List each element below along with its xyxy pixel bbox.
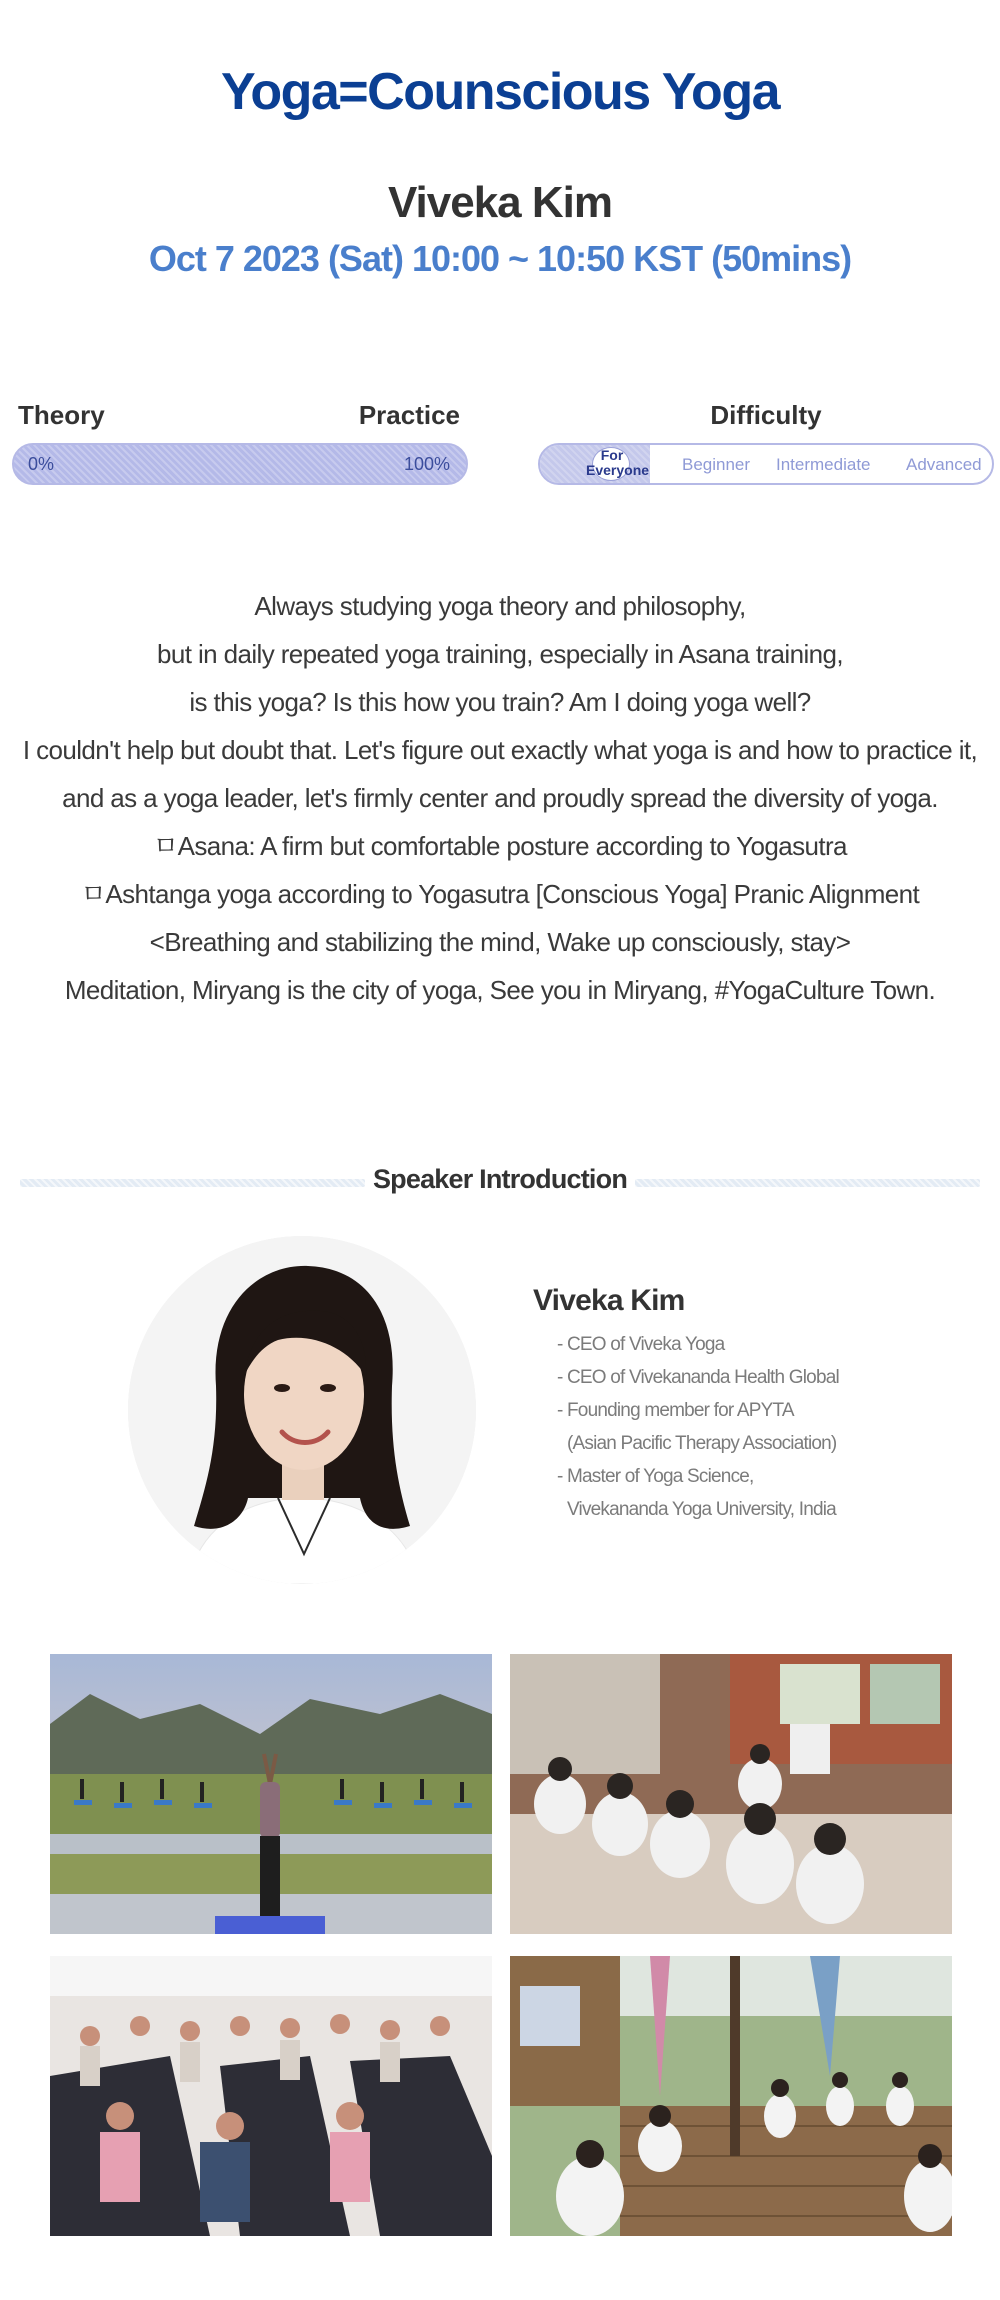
difficulty-title: Difficulty <box>710 400 822 430</box>
difficulty-bar <box>538 443 994 485</box>
description-line: ㅁAshtanga yoga according to Yogasutra [Conscious Yoga] Pranic Alignment <box>80 879 920 909</box>
portrait-image <box>128 1236 476 1584</box>
description-line: but in daily repeated yoga training, especially in Asana training, <box>157 639 843 669</box>
page-title: Yoga=Counscious Yoga <box>221 63 779 121</box>
ratio-bar-fill <box>14 445 466 483</box>
speaker-bio-name: Viveka Kim <box>533 1284 685 1317</box>
speaker-bio <box>533 1284 953 1526</box>
theory-practice-ratio <box>12 400 468 485</box>
difficulty-scale <box>538 400 994 485</box>
speaker-portrait <box>128 1236 476 1584</box>
difficulty-level-beginner: Beginner <box>682 455 751 474</box>
ratio-bar <box>12 443 468 485</box>
ratio-max-label: 100% <box>403 454 450 474</box>
practice-label: Practice <box>358 400 460 430</box>
description-line: and as a yoga leader, let's firmly center and proudly spread the diversity of yoga. <box>62 783 938 813</box>
event-date: Oct 7 2023 (Sat) 10:00 ~ 10:50 KST (50mins) <box>148 238 852 279</box>
credential-item: - Founding member for APYTA <box>557 1400 794 1421</box>
credential-item: - CEO of Viveka Yoga <box>557 1334 725 1355</box>
session-description <box>0 582 1000 1014</box>
description-line: I couldn't help but doubt that. Let's figure out exactly what yoga is and how to practice it, <box>22 735 978 765</box>
credential-item: (Asian Pacific Therapy Association) <box>567 1433 837 1454</box>
photo-indoor-lecture <box>510 1654 952 1934</box>
theory-label: Theory <box>18 400 105 430</box>
photo-studio-class <box>50 1956 492 2236</box>
photo-outdoor-yoga-class <box>50 1654 492 1934</box>
speaker-intro-header <box>20 1160 980 1200</box>
description-line: is this yoga? Is this how you train? Am I doing yoga well? <box>189 687 811 717</box>
difficulty-level-for-everyone: For Everyone <box>586 447 650 478</box>
section-title: Speaker Introduction <box>372 1164 628 1194</box>
description-line: Meditation, Miryang is the city of yoga, See you in Miryang, #YogaCulture Town. <box>64 975 936 1005</box>
speaker-name-heading: Viveka Kim <box>387 178 612 227</box>
credential-item: - Master of Yoga Science, <box>557 1466 754 1487</box>
difficulty-level-advanced: Advanced <box>906 455 982 474</box>
description-line: ㅁAsana: A firm but comfortable posture according to Yogasutra <box>153 831 847 861</box>
ratio-labels <box>12 400 468 431</box>
speaker-credentials <box>533 1328 953 1526</box>
description-line: Always studying yoga theory and philosophy, <box>254 591 746 621</box>
ratio-min-label: 0% <box>28 454 55 474</box>
credential-item: - CEO of Vivekananda Health Global <box>557 1367 839 1388</box>
difficulty-level-intermediate: Intermediate <box>776 455 871 474</box>
description-line: <Breathing and stabilizing the mind, Wake up consciously, stay> <box>149 927 851 957</box>
credential-item: Vivekananda Yoga University, India <box>567 1499 836 1520</box>
photo-outdoor-deck-meditation <box>510 1956 952 2236</box>
